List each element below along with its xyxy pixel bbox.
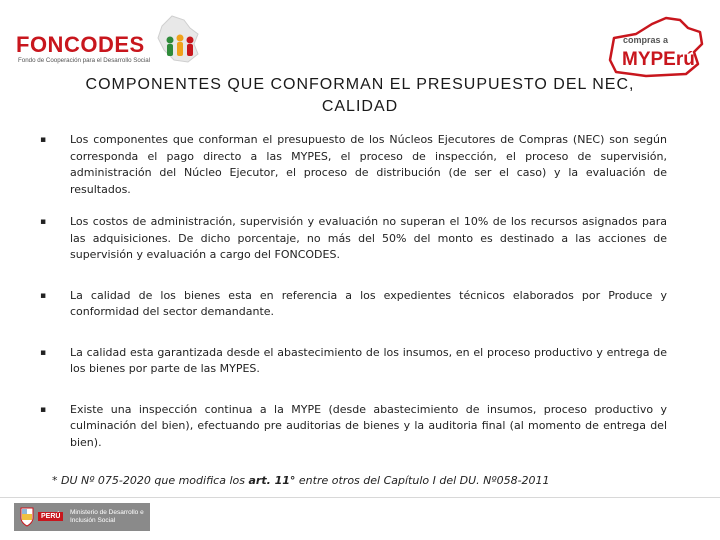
bullet-item bbox=[40, 132, 667, 198]
bullet-item bbox=[40, 345, 667, 378]
bullet-list bbox=[40, 132, 667, 451]
footnote bbox=[52, 474, 672, 487]
ministry-logo bbox=[14, 503, 150, 531]
bullet-item bbox=[40, 288, 667, 321]
footnote-text-before: * DU Nº 075-2020 que modifica los bbox=[52, 474, 249, 487]
peru-label: PERÚ bbox=[38, 512, 63, 521]
footnote-bold-article: art. 11° bbox=[248, 474, 296, 487]
compras-mype-logo bbox=[606, 16, 706, 78]
slide-title bbox=[30, 74, 690, 118]
footnote-text-after: entre otros del Capítulo I del DU. Nº058-2011 bbox=[295, 474, 550, 487]
bullet-text: La calidad esta garantizada desde el abastecimiento de los insumos, en el proceso productivo y entrega de los bienes por parte de las MYPES. bbox=[70, 345, 667, 375]
bullet-item bbox=[40, 214, 667, 264]
bullet-text: Los componentes que conforman el presupuesto de los Núcleos Ejecutores de Compras (NEC) son según corresponda el pago directo a las MYPES, el proceso de inspección, el proceso de supervisión, administración del Núcleo Ejecutor, el proceso de distribución (de ser el caso) y la evaluación de resultados. bbox=[70, 133, 667, 196]
slide-title-line-2: CALIDAD bbox=[321, 98, 399, 115]
foncodes-logo-text: FONCODES bbox=[16, 32, 145, 57]
bullet-marker: ▪ bbox=[40, 404, 47, 415]
footer-divider bbox=[0, 497, 720, 498]
bullet-text: Existe una inspección continua a la MYPE (desde abastecimiento de insumos, proceso productivo y culminación del bien), efectuando pre auditorias de bienes y la auditoria final (al momento de entrega del bien). bbox=[70, 402, 667, 449]
bullet-marker: ▪ bbox=[40, 347, 47, 358]
foncodes-tagline: Fondo de Cooperación para el Desarrollo Social bbox=[18, 57, 151, 64]
bullet-text: La calidad de los bienes esta en referencia a los expedientes técnicos elaborados por Produce y conformidad del sector demandante. bbox=[70, 288, 667, 318]
bullet-marker: ▪ bbox=[40, 135, 47, 145]
mype-logo-small-text: compras a bbox=[623, 35, 669, 45]
foncodes-logo bbox=[14, 14, 204, 68]
bullet-marker: ▪ bbox=[40, 290, 47, 301]
peru-shield-icon bbox=[20, 507, 34, 527]
bullet-marker: ▪ bbox=[40, 217, 47, 227]
peru-map-people-icon bbox=[154, 14, 204, 66]
ministry-name: Ministerio de Desarrollo e Inclusión Social bbox=[70, 509, 144, 524]
bullet-text: Los costos de administración, supervisión y evaluación no superan el 10% de los recursos asignados para las adquisiciones. De dicho porcentaje, no más del 50% del monto es destinado a las acciones de supervisión y evaluación a cargo del FONCODES. bbox=[70, 215, 667, 261]
mype-logo-big-text: MYPErú bbox=[622, 49, 695, 70]
bullet-item bbox=[40, 402, 667, 452]
slide-title-line-1: COMPONENTES QUE CONFORMAN EL PRESUPUESTO DEL NEC, bbox=[85, 76, 635, 93]
